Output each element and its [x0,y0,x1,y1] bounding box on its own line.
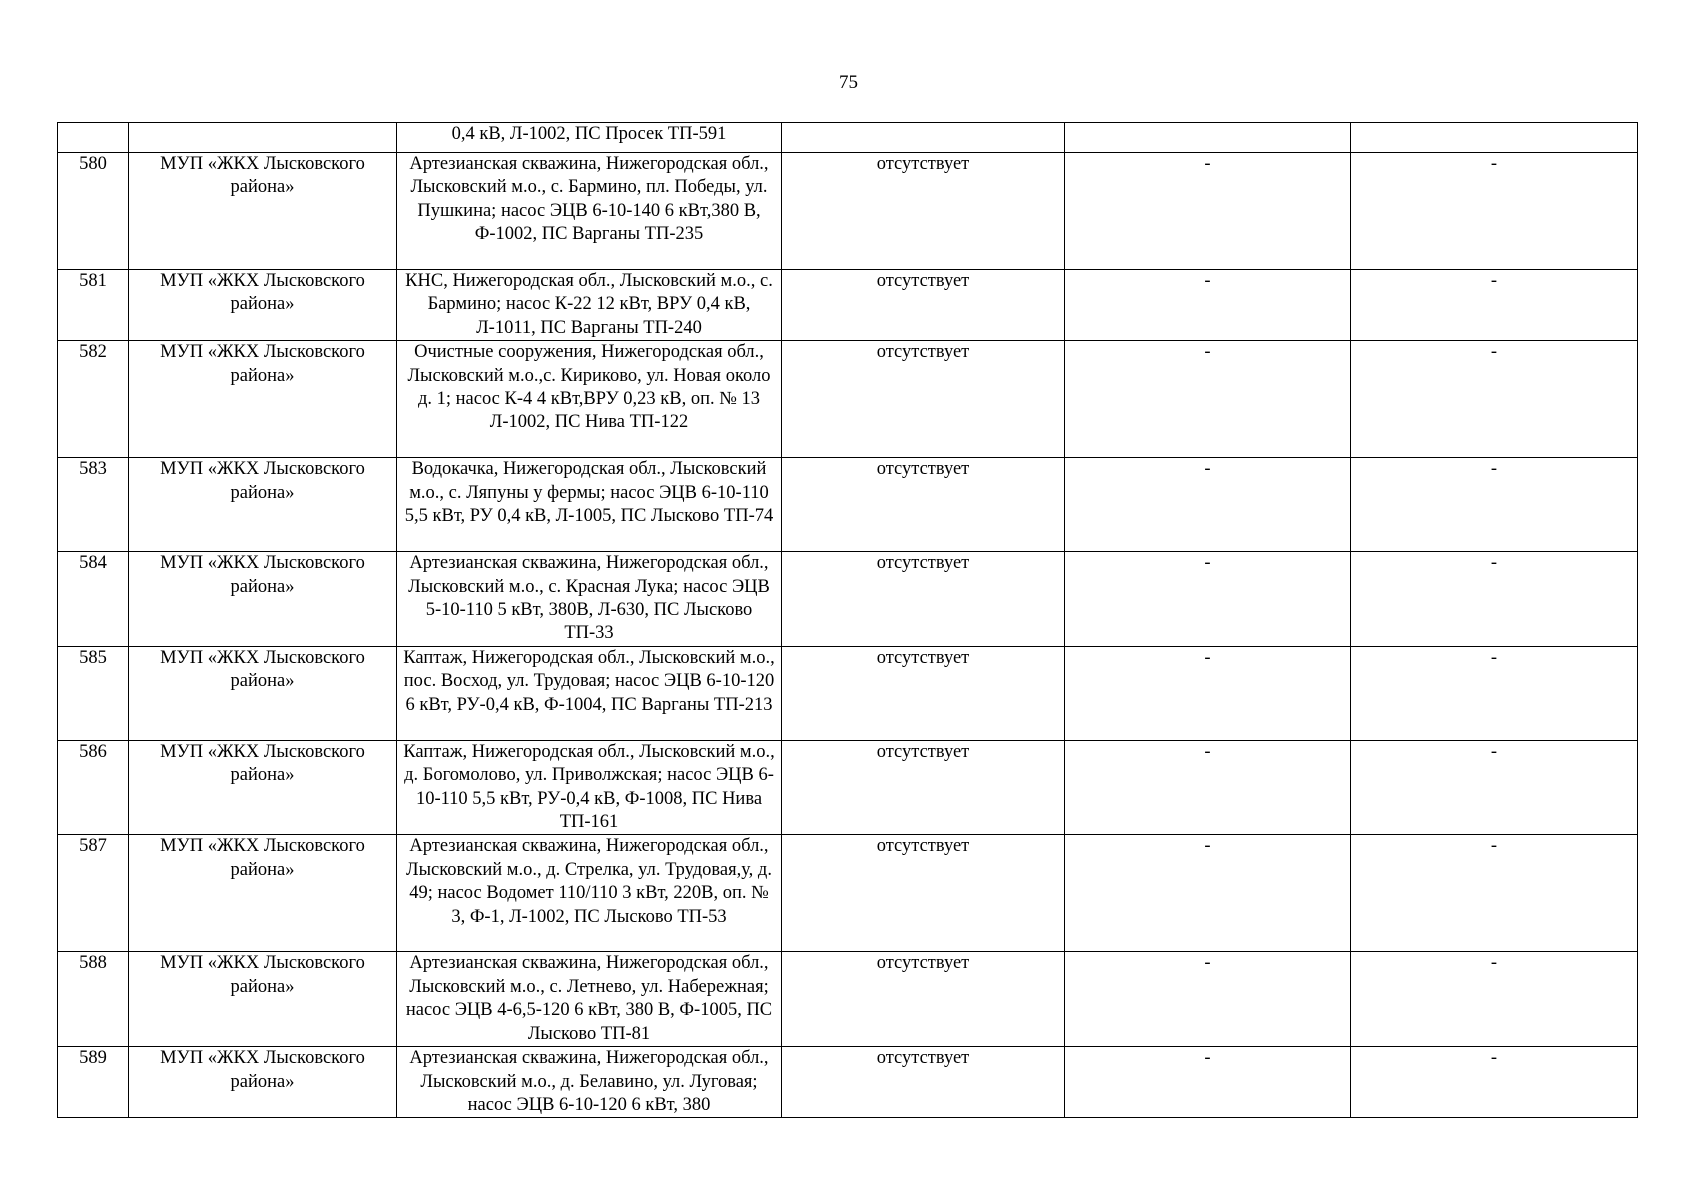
cell-col5: - [1065,153,1351,270]
cell-status: отсутствует [782,952,1065,1047]
cell-col6: - [1351,153,1638,270]
cell-object: Артезианская скважина, Нижегородская обл., Лысковский м.о., с. Бармино, пл. Победы, ул. Пушкина; насос ЭЦВ 6-10-140 6 кВт,380 В, Ф-1002, ПС Варганы ТП-235 [397,153,782,270]
cell-number: 586 [58,740,129,835]
cell-organization: МУП «ЖКХ Лысковского района» [129,646,397,740]
table-row [58,270,1638,341]
table-row [58,1047,1638,1118]
cell-status: отсутствует [782,740,1065,835]
cell-status: отсутствует [782,835,1065,952]
cell-status: отсутствует [782,153,1065,270]
cell-number: 584 [58,552,129,647]
data-table [57,122,1638,1118]
cell-col6: - [1351,552,1638,647]
cell-status: отсутствует [782,552,1065,647]
cell-number: 589 [58,1047,129,1118]
cell-object: Артезианская скважина, Нижегородская обл., Лысковский м.о., с. Летнево, ул. Набережная; насос ЭЦВ 4-6,5-120 6 кВт, 380 В, Ф-1005, ПС Лысково ТП-81 [397,952,782,1047]
cell-col6: - [1351,952,1638,1047]
cell-status: отсутствует [782,646,1065,740]
cell-number: 583 [58,458,129,552]
cell-col6: - [1351,835,1638,952]
cell-organization: МУП «ЖКХ Лысковского района» [129,153,397,270]
cell-object: Артезианская скважина, Нижегородская обл., Лысковский м.о., с. Красная Лука; насос ЭЦВ 5-10-110 5 кВт, 380В, Л-630, ПС Лысково ТП-33 [397,552,782,647]
cell-object: Артезианская скважина, Нижегородская обл., Лысковский м.о., д. Белавино, ул. Луговая; насос ЭЦВ 6-10-120 6 кВт, 380 [397,1047,782,1118]
cell-col5: - [1065,341,1351,458]
cell-col6: - [1351,270,1638,341]
cell-object: Очистные сооружения, Нижегородская обл., Лысковский м.о.,с. Кириково, ул. Новая около д. 1; насос К-4 4 кВт,ВРУ 0,23 кВ, оп. № 13 Л-1002, ПС Нива ТП-122 [397,341,782,458]
table-row [58,835,1638,952]
cell-organization: МУП «ЖКХ Лысковского района» [129,458,397,552]
cell-col5: - [1065,552,1351,647]
cell-status: отсутствует [782,458,1065,552]
cell-number: 585 [58,646,129,740]
cell-organization: МУП «ЖКХ Лысковского района» [129,1047,397,1118]
table-row [58,458,1638,552]
table-row [58,646,1638,740]
cell-object: КНС, Нижегородская обл., Лысковский м.о., с. Бармино; насос К-22 12 кВт, ВРУ 0,4 кВ, Л-1011, ПС Варганы ТП-240 [397,270,782,341]
cell-number [58,123,129,153]
page-number: 75 [839,72,858,93]
table-row [58,952,1638,1047]
table-row [58,153,1638,270]
cell-organization: МУП «ЖКХ Лысковского района» [129,835,397,952]
table-row [58,341,1638,458]
cell-status: отсутствует [782,341,1065,458]
cell-status [782,123,1065,153]
cell-number: 588 [58,952,129,1047]
cell-col5: - [1065,835,1351,952]
cell-status: отсутствует [782,1047,1065,1118]
cell-object: 0,4 кВ, Л-1002, ПС Просек ТП-591 [397,123,782,153]
cell-number: 581 [58,270,129,341]
cell-status: отсутствует [782,270,1065,341]
cell-col5: - [1065,458,1351,552]
cell-number: 587 [58,835,129,952]
cell-col6: - [1351,740,1638,835]
cell-object: Артезианская скважина, Нижегородская обл., Лысковский м.о., д. Стрелка, ул. Трудовая,у, д. 49; насос Водомет 110/110 3 кВт, 220В, оп. № 3, Ф-1, Л-1002, ПС Лысково ТП-53 [397,835,782,952]
cell-col5: - [1065,270,1351,341]
cell-organization: МУП «ЖКХ Лысковского района» [129,952,397,1047]
cell-col5 [1065,123,1351,153]
table-row [58,552,1638,647]
cell-col5: - [1065,646,1351,740]
cell-object: Каптаж, Нижегородская обл., Лысковский м.о., д. Богомолово, ул. Приволжская; насос ЭЦВ 6-10-110 5,5 кВт, РУ-0,4 кВ, Ф-1008, ПС Нива ТП-161 [397,740,782,835]
cell-col6: - [1351,341,1638,458]
cell-organization: МУП «ЖКХ Лысковского района» [129,341,397,458]
cell-col6: - [1351,646,1638,740]
cell-number: 582 [58,341,129,458]
cell-col5: - [1065,740,1351,835]
cell-object: Каптаж, Нижегородская обл., Лысковский м.о., пос. Восход, ул. Трудовая; насос ЭЦВ 6-10-120 6 кВт, РУ-0,4 кВ, Ф-1004, ПС Варганы ТП-213 [397,646,782,740]
cell-object: Водокачка, Нижегородская обл., Лысковский м.о., с. Ляпуны у фермы; насос ЭЦВ 6-10-110 5,5 кВт, РУ 0,4 кВ, Л-1005, ПС Лысково ТП-74 [397,458,782,552]
table-body [58,123,1638,1118]
table-row [58,740,1638,835]
cell-organization [129,123,397,153]
cell-number: 580 [58,153,129,270]
cell-col6 [1351,123,1638,153]
cell-organization: МУП «ЖКХ Лысковского района» [129,270,397,341]
cell-col5: - [1065,952,1351,1047]
table-row [58,123,1638,153]
cell-col6: - [1351,458,1638,552]
cell-organization: МУП «ЖКХ Лысковского района» [129,552,397,647]
cell-col6: - [1351,1047,1638,1118]
cell-col5: - [1065,1047,1351,1118]
cell-organization: МУП «ЖКХ Лысковского района» [129,740,397,835]
